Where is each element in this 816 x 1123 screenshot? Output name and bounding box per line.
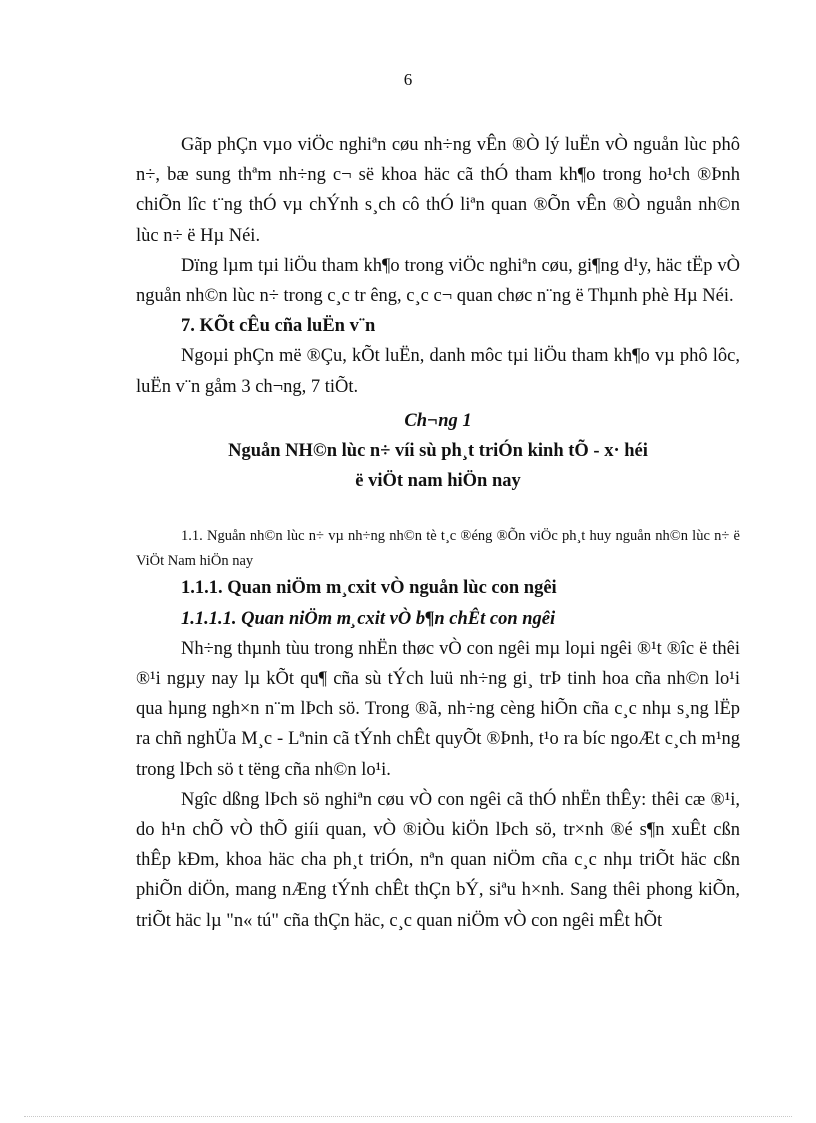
page-bottom-divider <box>24 1116 792 1117</box>
paragraph-contribution: Gãp phÇn vµo viÖc nghiªn cøu nh÷ng vÊn ®Ò lý luËn vÒ nguån lùc phô n÷, bæ sung thªm nh÷ng c¬ së khoa häc cã thÓ tham kh¶o trong ho¹ch ®Þnh chiÕn lîc t¨ng thÓ vµ chÝnh s¸ch cô thÓ liªn quan ®Õn vÊn ®Ò nguån nh©n lùc n÷ ë Hµ Néi. <box>136 135 740 246</box>
paragraph-history: Ngîc dßng lÞch sö nghiªn cøu vÒ con ngêi cã thÓ nhËn thÊy: thêi cæ ®¹i, do h¹n chÕ vÒ thÕ giíi quan, vÒ ®iÒu kiÖn lÞch sö, tr×nh ®é s¶n xuÊt cßn thÊp kÐm, khoa häc cha ph¸t triÓn, nªn quan niÖm cña c¸c nhµ triÕt häc cßn phiÕn diÖn, mang nÆng tÝnh chÊt thÇn bÝ, siªu h×nh. Sang thêi phong kiÕn, triÕt häc lµ "n« tú" cña thÇn häc, c¸c quan niÖm vÒ con ngêi mÊt hÕt <box>136 789 740 931</box>
paragraph-structure: Ngoµi phÇn më ®Çu, kÕt luËn, danh môc tµi liÖu tham kh¶o vµ phô lôc, luËn v¨n gåm 3 ch¬ng, 7 tiÕt. <box>136 346 740 397</box>
chapter-label: Ch¬ng 1 <box>404 410 472 431</box>
document-body <box>136 130 740 936</box>
heading-1-1-1: 1.1.1. Quan niÖm m¸cxit vÒ nguån lùc con ngêi <box>181 578 557 599</box>
heading-1-1: 1.1. Nguån nh©n lùc n÷ vµ nh÷ng nh©n tè t¸c ®éng ®Õn viÖc ph¸t huy nguån nh©n lùc n÷ ë ViÖt Nam hiÖn nay <box>136 528 740 569</box>
spacer <box>136 496 740 524</box>
page-number: 6 <box>403 70 413 89</box>
paragraph-achievements: Nh÷ng thµnh tùu trong nhËn thøc vÒ con ngêi mµ loµi ngêi ®¹t ®îc ë thêi ®¹i ngµy nay lµ kÕt qu¶ cña sù tÝch luü nh÷ng gi¸ trÞ tinh hoa cña nh©n lo¹i qua hµng ngh×n n¨m lÞch sö. Trong ®ã, nh÷ng cèng hiÕn cña c¸c nhµ s¸ng lËp ra chñ nghÜa M¸c - Lªnin cã tÝnh chÊt quyÕt ®Þnh, t¹o ra bíc ngoÆt c¸ch m¹ng trong lÞch sö t tëng cña nh©n lo¹i. <box>136 638 740 780</box>
paragraph-reference-use: Dïng lµm tµi liÖu tham kh¶o trong viÖc nghiªn cøu, gi¶ng d¹y, häc tËp vÒ nguån nh©n lùc n÷ trong c¸c tr êng, c¸c c¬ quan chøc n¨ng ë Thµnh phè Hµ Néi. <box>136 255 740 307</box>
section-7-title: 7. KÕt cÊu cña luËn v¨n <box>181 316 376 337</box>
heading-1-1-1-1: 1.1.1.1. Quan niÖm m¸cxit vÒ b¶n chÊt con ngêi <box>181 608 556 629</box>
chapter-title-line-1: Nguån NH©n lùc n÷ víi sù ph¸t triÓn kinh tÕ - x· héi <box>228 441 648 462</box>
chapter-title-line-2: ë viÖt nam hiÖn nay <box>355 471 521 492</box>
